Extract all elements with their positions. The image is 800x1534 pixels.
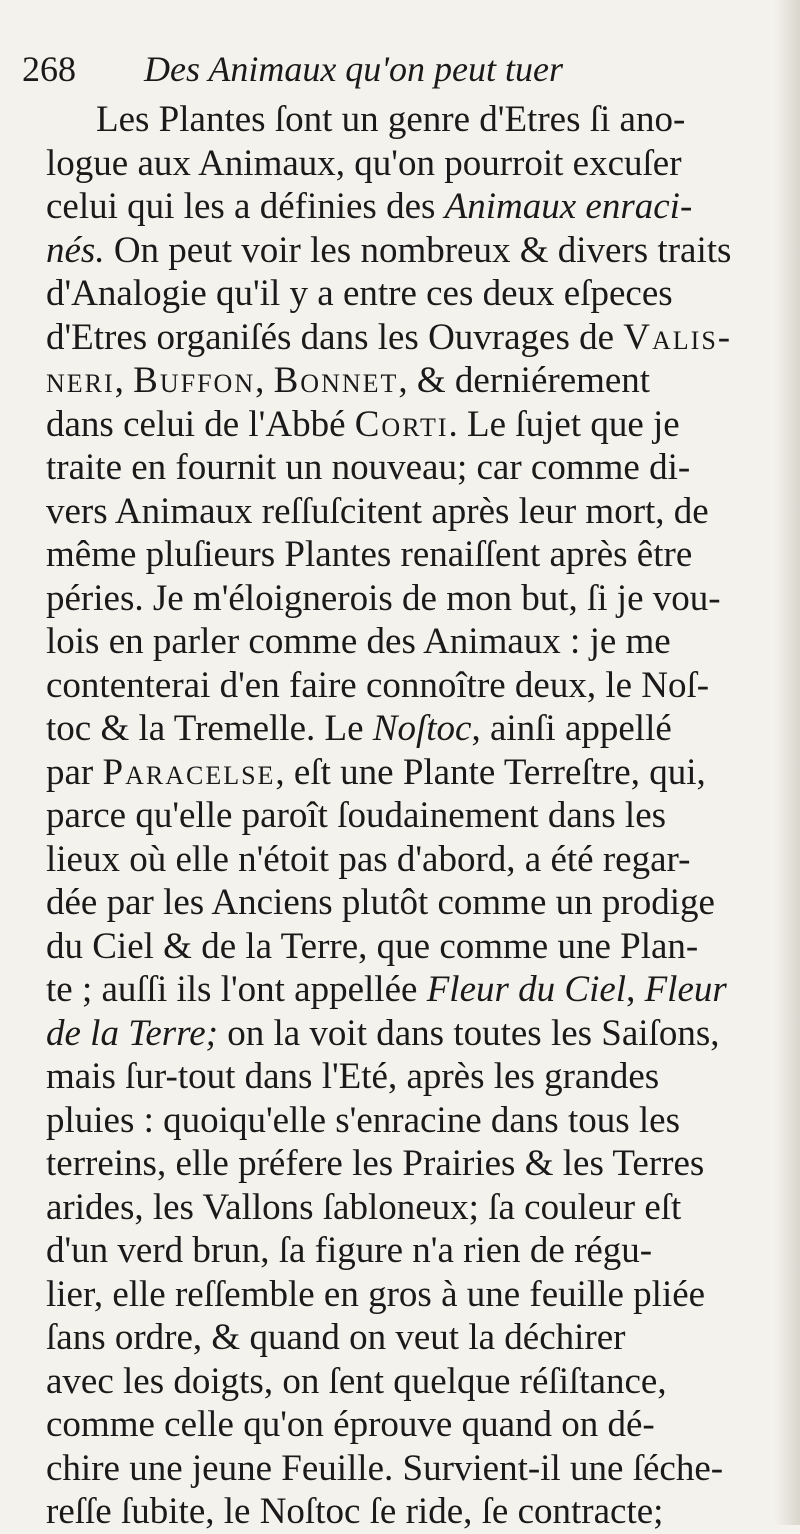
text-segment: , xyxy=(255,360,274,401)
text-segment: avec les doigts, on ſent quelque réſiſtance, xyxy=(46,1360,667,1402)
text-segment: lieux où elle n'étoit pas d'abord, a été regar- xyxy=(46,838,691,880)
text-segment: terreins, elle préfere les Prairies & les Terres xyxy=(46,1143,705,1184)
text-line xyxy=(46,707,758,751)
text-segment: Les Plantes ſont un genre d'Etres ſi ano- xyxy=(96,99,686,140)
text-segment: traite en fournit un nouveau; car comme di- xyxy=(46,447,691,488)
text-line xyxy=(46,229,758,273)
text-segment: péries. Je m'éloignerois de mon but, ſi je vou- xyxy=(46,577,721,619)
text-line xyxy=(46,185,758,229)
text-segment: logue aux Animaux, qu'on pourroit excuſer xyxy=(46,142,682,184)
text-segment: contenterai d'en faire connoître deux, le Noſ- xyxy=(46,664,710,706)
page-number: 268 xyxy=(22,49,76,89)
text-segment: Fleur xyxy=(644,969,727,1010)
text-line xyxy=(96,98,758,142)
text-segment: même pluſieurs Plantes renaiſſent après être xyxy=(46,534,693,575)
text-segment: lier, elle reſſemble en gros à une feuille pliée xyxy=(46,1273,706,1315)
text-segment: dans celui de l'Abbé xyxy=(46,403,355,445)
text-segment: ſans ordre, & quand on veut la déchirer xyxy=(46,1317,626,1358)
text-segment: , xyxy=(626,969,645,1010)
text-line xyxy=(46,1099,758,1143)
text-line xyxy=(46,838,758,882)
text-segment: lois en parler comme des Animaux : je me xyxy=(46,621,671,662)
text-segment: , xyxy=(114,360,134,401)
text-segment: , eſt une Plante Terreſtre, qui, xyxy=(275,751,706,793)
text-line xyxy=(46,620,758,664)
text-segment: Buffon xyxy=(133,360,256,401)
text-line xyxy=(46,577,758,621)
text-segment: Corti xyxy=(354,403,449,445)
text-line xyxy=(46,272,758,316)
text-segment: neri xyxy=(46,360,115,401)
text-line xyxy=(46,968,758,1012)
text-segment: comme celle qu'on éprouve quand on dé- xyxy=(46,1404,655,1445)
text-segment: d'Analogie qu'il y a entre ces deux eſpeces xyxy=(46,273,673,314)
text-segment: de la Terre; xyxy=(46,1012,218,1054)
text-line xyxy=(46,925,758,969)
text-segment: par xyxy=(46,751,103,793)
text-segment: d'Etres organiſés dans les Ouvrages de xyxy=(46,316,624,358)
text-segment: Paracelse xyxy=(102,751,276,793)
text-line xyxy=(46,403,758,447)
text-line xyxy=(46,316,758,360)
text-segment: vers Animaux reſſuſcitent après leur mort, de xyxy=(46,490,709,532)
text-line xyxy=(46,142,758,186)
text-line xyxy=(46,664,758,708)
text-segment: , ainſi appellé xyxy=(471,708,672,749)
text-segment: Valis- xyxy=(623,316,733,358)
text-segment: Fleur du Ciel xyxy=(426,969,627,1010)
text-segment: on la voit dans toutes les Saiſons, xyxy=(217,1012,720,1054)
text-line xyxy=(46,794,758,838)
text-line xyxy=(46,1447,758,1491)
text-segment: chire une jeune Feuille. Survient-il une ſéche- xyxy=(46,1447,724,1489)
text-segment: d'un verd brun, ſa figure n'a rien de régu- xyxy=(46,1230,653,1271)
text-line xyxy=(46,1012,758,1056)
text-line xyxy=(46,490,758,534)
text-segment: du Ciel & de la Terre, que comme une Plan- xyxy=(46,925,699,967)
text-line xyxy=(46,1055,758,1099)
text-line xyxy=(46,533,758,577)
text-line xyxy=(46,1273,758,1317)
text-line xyxy=(46,751,758,795)
text-line xyxy=(46,881,758,925)
text-segment: Bonnet xyxy=(273,360,399,401)
text-segment: toc & la Tremelle. Le xyxy=(46,708,373,749)
text-line xyxy=(46,1490,766,1534)
text-line xyxy=(46,1186,758,1230)
text-segment: parce qu'elle paroît ſoudainement dans les xyxy=(46,795,667,836)
text-segment: Noſtoc xyxy=(372,708,472,749)
text-segment: On peut voir les nombreux & divers traits xyxy=(104,229,732,271)
text-segment: arides, les Vallons ſabloneux; ſa couleur eſt xyxy=(46,1186,682,1228)
page-edge-shadow xyxy=(774,0,800,1525)
text-segment: mais ſur-tout dans l'Eté, après les grandes xyxy=(46,1056,660,1097)
text-segment: celui qui les a définies des xyxy=(46,186,445,227)
text-line xyxy=(46,1403,758,1447)
text-segment: , & derniérement xyxy=(398,360,651,401)
text-line xyxy=(46,1142,758,1186)
text-line xyxy=(46,1229,758,1273)
text-segment: dée par les Anciens plutôt comme un prodige xyxy=(46,882,715,923)
text-segment: nés. xyxy=(46,229,105,271)
text-line xyxy=(46,359,758,403)
text-segment: Animaux enraci- xyxy=(444,186,693,227)
page-header xyxy=(22,44,742,94)
text-line xyxy=(46,446,758,490)
text-segment: te ; auſſi ils l'ont appellée xyxy=(46,969,427,1010)
running-title: Des Animaux qu'on peut tuer xyxy=(144,49,563,89)
text-segment: reſſe ſubite, le Noſtoc ſe ride, ſe contracte; xyxy=(46,1491,664,1532)
text-line xyxy=(46,1360,758,1404)
text-segment: . Le ſujet que je xyxy=(448,403,680,445)
text-line xyxy=(46,1316,758,1360)
text-segment: pluies : quoiqu'elle s'enracine dans tous les xyxy=(46,1099,680,1141)
